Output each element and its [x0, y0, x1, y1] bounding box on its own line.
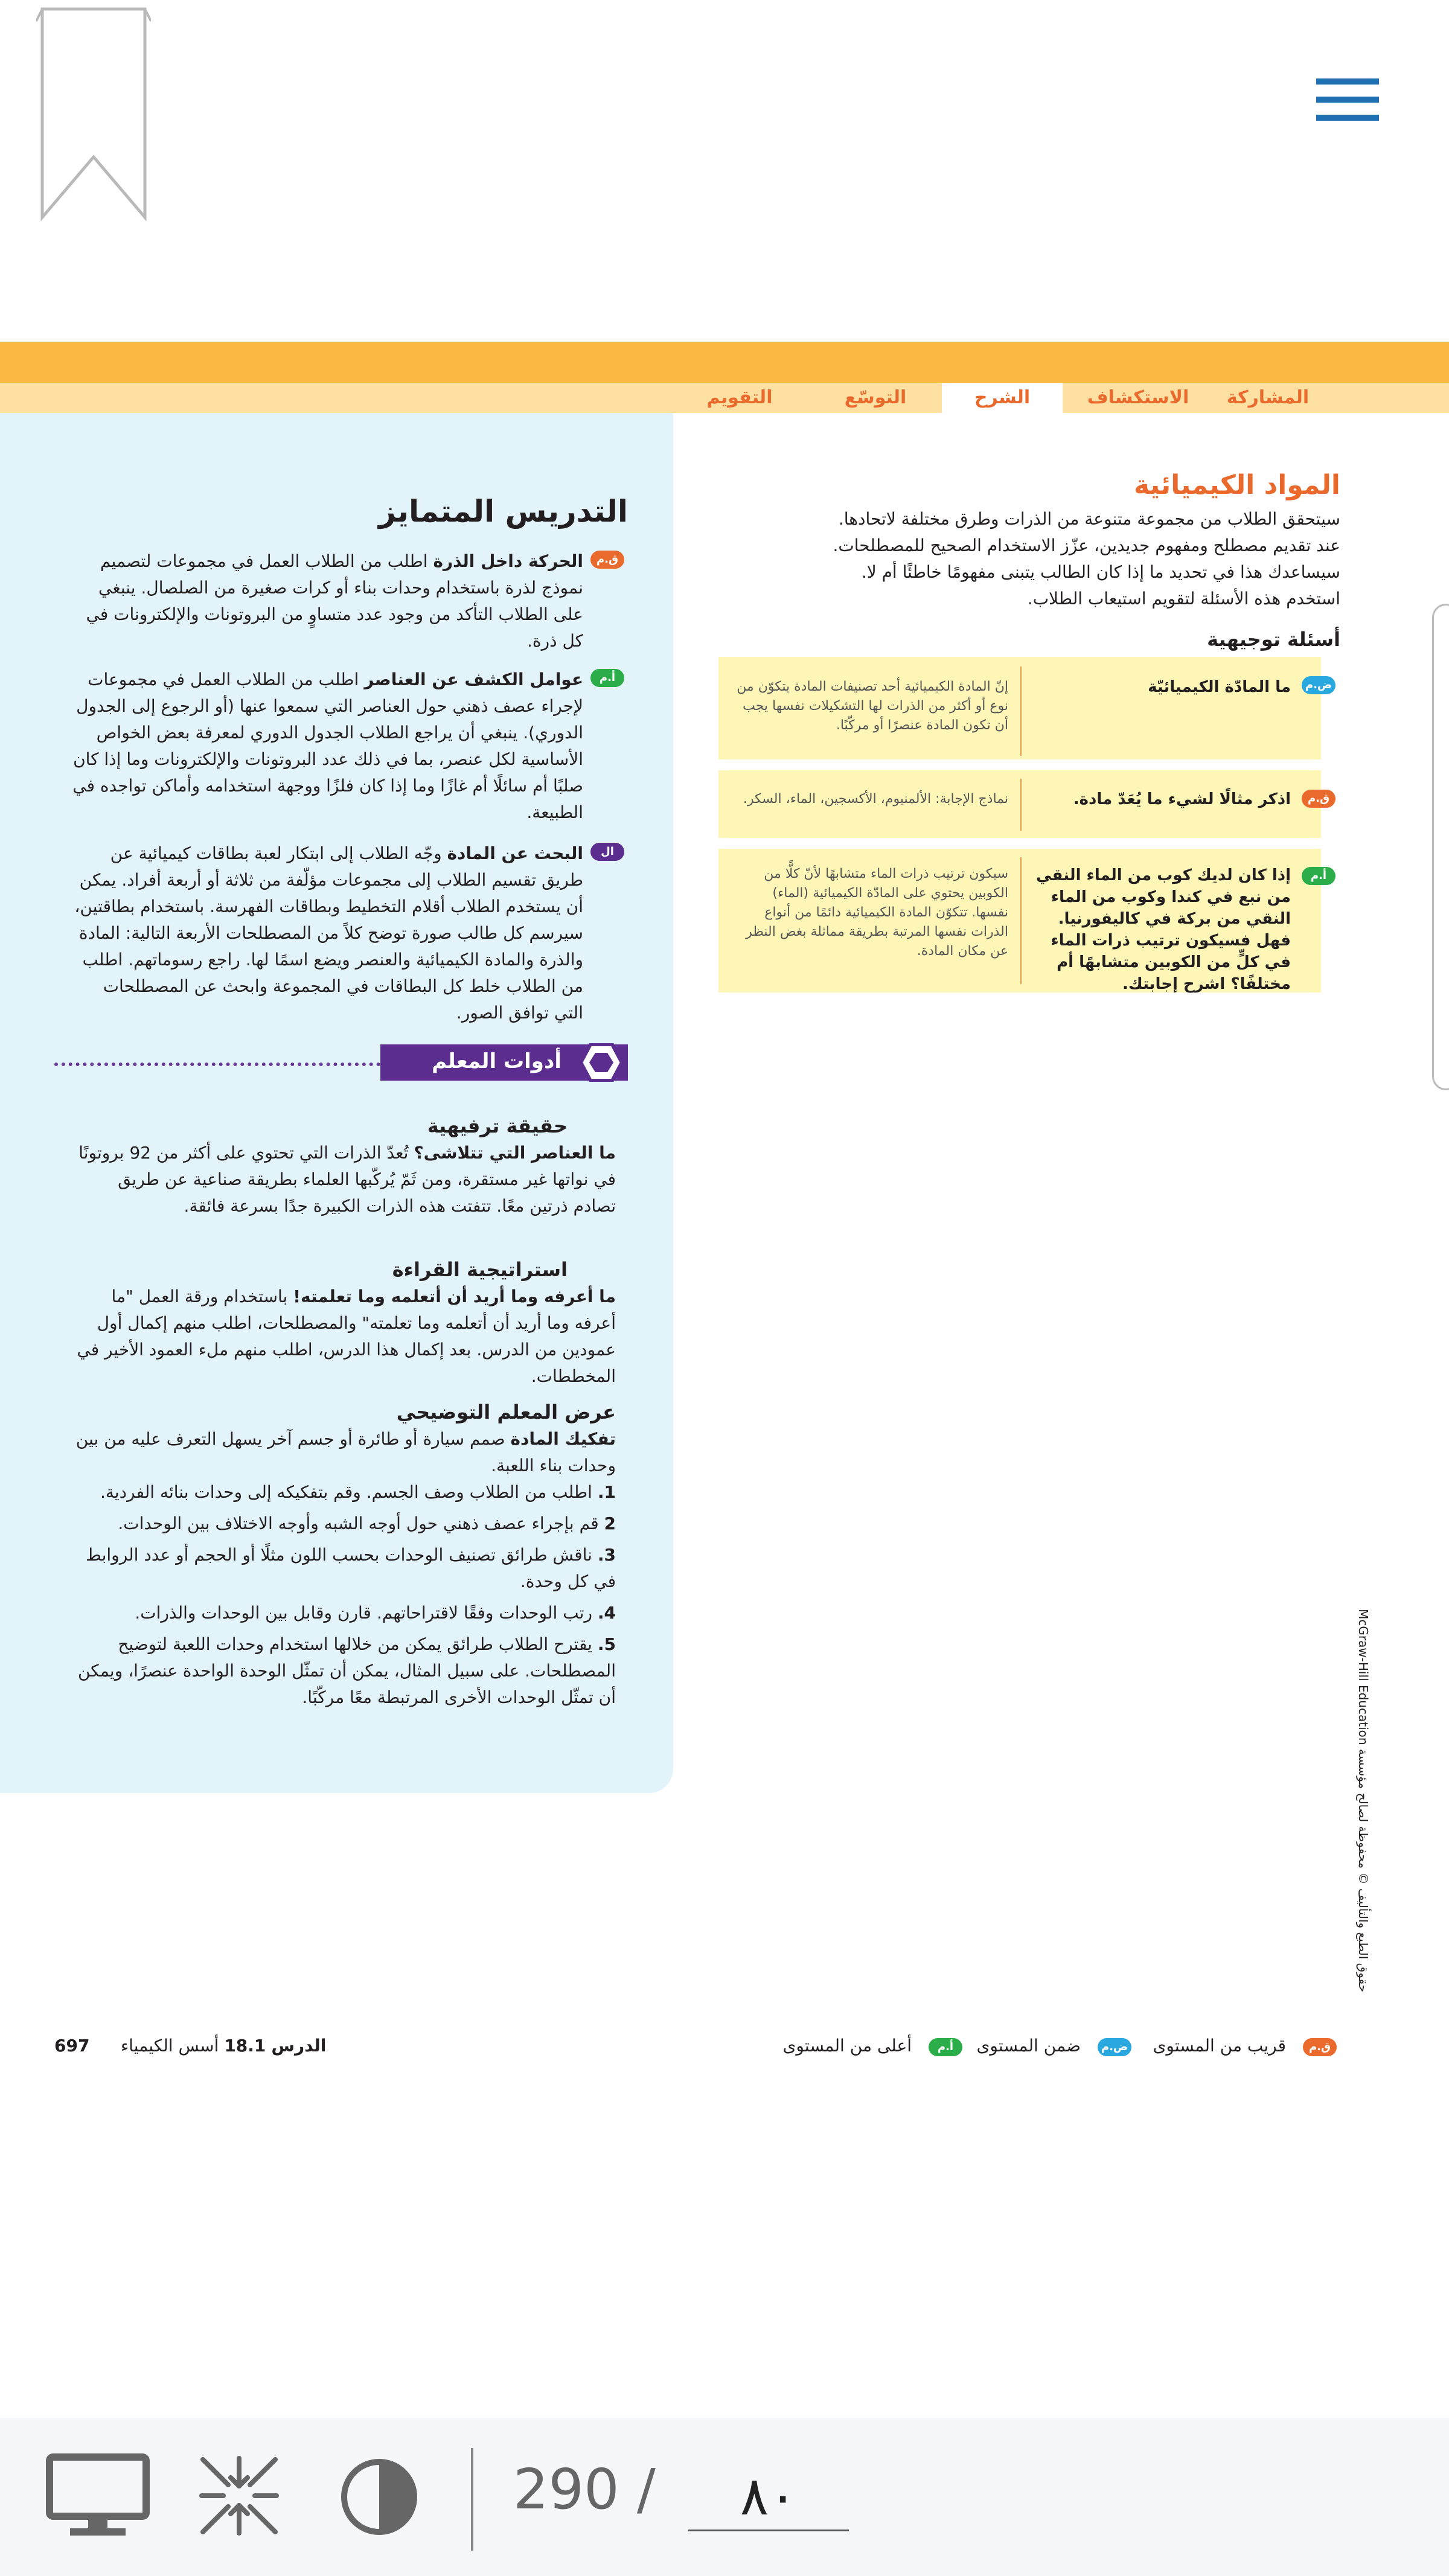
level-legend — [779, 2036, 1346, 2060]
beyond-level-badge: أ.م — [590, 669, 624, 687]
tab-explain[interactable]: الشرح — [942, 383, 1063, 413]
demo-text: تفكيك المادة صمم سيارة أو طائرة أو جسم آخر يسهل التعرف عليه من بين وحدات بناء اللعبة. — [75, 1429, 616, 1475]
toolbar-divider — [471, 2448, 473, 2551]
reading-strategy-text: ما أعرفه وما أريد أن أتعلمه وما تعلمته! باستخدام ورقة العمل "ما أعرفه وما أريد أن أتعلمه وما تعلمته" والمصطلحات، اطلب منهم إكمال أول عمودين من الدرس. بعد إكمال هذا الدرس، اطلب منهم ملء العمود الأخير في المخططات. — [77, 1286, 616, 1386]
header-bar — [0, 342, 1449, 383]
question-box-2 — [718, 770, 1321, 838]
page-number: 697 — [54, 2036, 90, 2056]
bookmark-icon[interactable] — [36, 6, 151, 223]
question-box-3 — [718, 849, 1321, 992]
divider — [1020, 779, 1022, 831]
list-item: 1. اطلب من الطلاب وصف الجسم. وقم بتفكيكه إلى وحدات بنائه الفردية. — [100, 1482, 616, 1502]
question-text: ما المادّة الكيميائيّة — [1148, 678, 1291, 696]
item-heading: الحركة داخل الذرة — [433, 551, 583, 571]
beyond-level-badge: أ.م — [929, 2038, 962, 2056]
approaching-level-badge: ق.م — [590, 551, 624, 569]
item-heading: البحث عن المادة — [447, 843, 583, 863]
tab-engage[interactable]: المشاركة — [1226, 387, 1310, 408]
total-pages: 290 / — [513, 2457, 656, 2522]
panel-title: التدريس المتمايز — [379, 494, 628, 529]
approaching-level-badge: ق.م — [1302, 790, 1335, 808]
collapse-icon[interactable] — [199, 2456, 279, 2536]
legend-label: أعلى من المستوى — [782, 2036, 912, 2056]
lesson-title: الدرس 18.1 أسس الكيمياء — [121, 2036, 327, 2056]
hexagon-icon — [580, 1043, 623, 1082]
dotted-divider — [54, 1063, 380, 1066]
approaching-level-badge: ق.م — [1303, 2038, 1337, 2056]
section-title: المواد الكيميائية — [1134, 470, 1340, 500]
fun-fact-text: ما العناصر التي تتلاشى؟ تُعدّ الذرات التي تحتوي على أكثر من 92 بروتونًا في نواتها غير مستقرة، ومن ثَمّ يُركّبها العلماء بطريقة صناعية عن طريق تصادم ذرتين معًا. تتفتت هذه الذرات الكبيرة جدًا بسرعة فائقة. — [78, 1143, 616, 1216]
teacher-tools-banner: أدوات المعلم — [380, 1044, 628, 1081]
item-heading: عوامل الكشف عن العناصر — [364, 670, 583, 689]
question-text: إذا كان لديك كوب من الماء النقي من نبع في كندا وكوب من الماء النقي من بركة في كاليفورنيا. فهل فسيكون ترتيب ذرات الماء في كلٍّ من الكوبين متشابهًا أم مختلفًا؟ اشرح إجابتك. — [1036, 866, 1291, 993]
demo-heading: عرض المعلم التوضيحي — [396, 1401, 616, 1424]
list-item: 5. يقترح الطلاب طرائق يمكن من خلالها استخدام وحدات اللعبة لتوضيح المصطلحات. على سبيل المثال، يمكن أن تمثّل الوحدة الواحدة عنصرًا، ويمكن أن تمثّل الوحدات الأخرى المرتبطة معًا مركّبًا. — [77, 1634, 616, 1707]
on-level-badge: ض.م — [1098, 2038, 1131, 2056]
answer-text: سيكون ترتيب ذرات الماء متشابهًا لأنّ كلًّا من الكوبين يحتوي على المادّة الكيميائية (الماء) نفسها. تتكوّن المادة الكيميائية دائمًا من أنواع الذرات نفسها المرتبة بطريقة مماثلة بغض النظر عن مكان المادة. — [746, 866, 1008, 959]
monitor-icon[interactable] — [46, 2453, 150, 2539]
answer-text: إنّ المادة الكيميائية أحد تصنيفات المادة يتكوّن من نوع أو أكثر من الذرات لها التشكيلات نفسها يجب أن تكون المادة عنصرًا أو مركّبًا. — [737, 679, 1008, 733]
page-edge — [1432, 604, 1449, 1090]
demo-steps — [60, 1479, 616, 1711]
tab-evaluate[interactable]: التقويم — [706, 387, 773, 408]
item-text: اطلب من الطلاب العمل في مجموعات لتصميم نموذج لذرة باستخدام وحدات بناء أو كرات صغيرة من الصلصال. ينبغي على الطلاب التأكد من وجود عدد متساوٍ من البروتونات والإلكترونات في كل ذرة. — [86, 551, 583, 651]
divider — [1020, 666, 1022, 756]
sidebar-item-2 — [72, 666, 583, 826]
guiding-questions-heading: أسئلة توجيهية — [1207, 628, 1340, 651]
intro-text: سيتحقق الطلاب من مجموعة متنوعة من الذرات وطرق مختلفة لاتحادها. عند تقديم مصطلح ومفهوم جديدين، عزّز الاستخدام الصحيح للمصطلحات. سيساعدك هذا في تحديد ما إذا كان الطالب يتبنى مفهومًا خاطئًا أم لا. استخدم هذه الأسئلة لتقويم استيعاب الطلاب. — [833, 509, 1340, 609]
reading-strategy-heading: استراتيجية القراءة — [392, 1258, 568, 1281]
beyond-level-badge: أ.م — [1302, 867, 1335, 885]
tab-elaborate[interactable]: التوسّع — [844, 387, 907, 408]
page-number-input[interactable]: ٨٠ — [688, 2463, 849, 2531]
list-item: 3. ناقش طرائق تصنيف الوحدات بحسب اللون مثلًا أو الحجم أو عدد الروابط في كل وحدة. — [86, 1545, 616, 1591]
hamburger-menu-icon[interactable] — [1316, 78, 1379, 121]
list-item: 2 قم بإجراء عصف ذهني حول أوجه الشبه وأوجه الاختلاف بين الوحدات. — [118, 1513, 616, 1533]
legend-label: قريب من المستوى — [1153, 2036, 1286, 2056]
fun-fact-heading: حقيقة ترفيهية — [427, 1114, 568, 1137]
item-text: وجّه الطلاب إلى ابتكار لعبة بطاقات كيميائية عن طريق تقسيم الطلاب إلى مجموعات مؤلّفة من ثلاثة أو أربعة أفراد. يمكن أن يستخدم الطلاب أقلام التخطيط وبطاقات الفهرسة. باستخدام بطاقتين، سيرسم كل طالب صورة توضح كلاً من المصطلحات الأربعة التالية: المادة والذرة والمادة الكيميائية والعنصر ويضع اسمًا لها. راجع رسوماتهم. اطلب من الطلاب خلط كل البطاقات في المجموعة وابحث عن المصطلحات التي توافق الصور. — [74, 843, 583, 1023]
legend-label: ضمن المستوى — [976, 2036, 1081, 2056]
answer-text: نماذج الإجابة: الألمنيوم، الأكسجين، الماء، السكر. — [743, 791, 1008, 807]
copyright-text: حقوق الطبع والتأليف © محفوظة لصالح مؤسسة McGraw-Hill Education — [1356, 1609, 1371, 1992]
sidebar-item-1 — [72, 548, 583, 654]
ell-badge: ال — [590, 843, 624, 861]
sidebar-item-3 — [72, 840, 583, 1026]
contrast-icon[interactable] — [339, 2457, 419, 2537]
tab-explore[interactable]: الاستكشاف — [1087, 387, 1189, 408]
on-level-badge: ض.م — [1302, 676, 1335, 694]
question-text: اذكر مثالًا لشيء ما يُعَدّ مادة. — [1073, 790, 1291, 808]
item-text: اطلب من الطلاب العمل في مجموعات لإجراء عصف ذهني حول العناصر التي سمعوا عنها (أو الرجوع إلى الجدول الدوري). ينبغي أن يراجع الطلاب الجدول الدوري لمعرفة بعض الخواص الأساسية لكل عنصر، بما في ذلك عدد البروتونات والإلكترونات وما إذا كان صلبًا أم سائلًا أم غازًا وما إذا كان فلزًا ووجهة استخدامه وأماكن تواجده في الطبيعة. — [72, 670, 583, 822]
divider — [1020, 857, 1022, 984]
list-item: 4. رتب الوحدات وفقًا لاقتراحاتهم. قارن وقابل بين الوحدات والذرات. — [135, 1603, 616, 1623]
question-box-1 — [718, 657, 1321, 759]
